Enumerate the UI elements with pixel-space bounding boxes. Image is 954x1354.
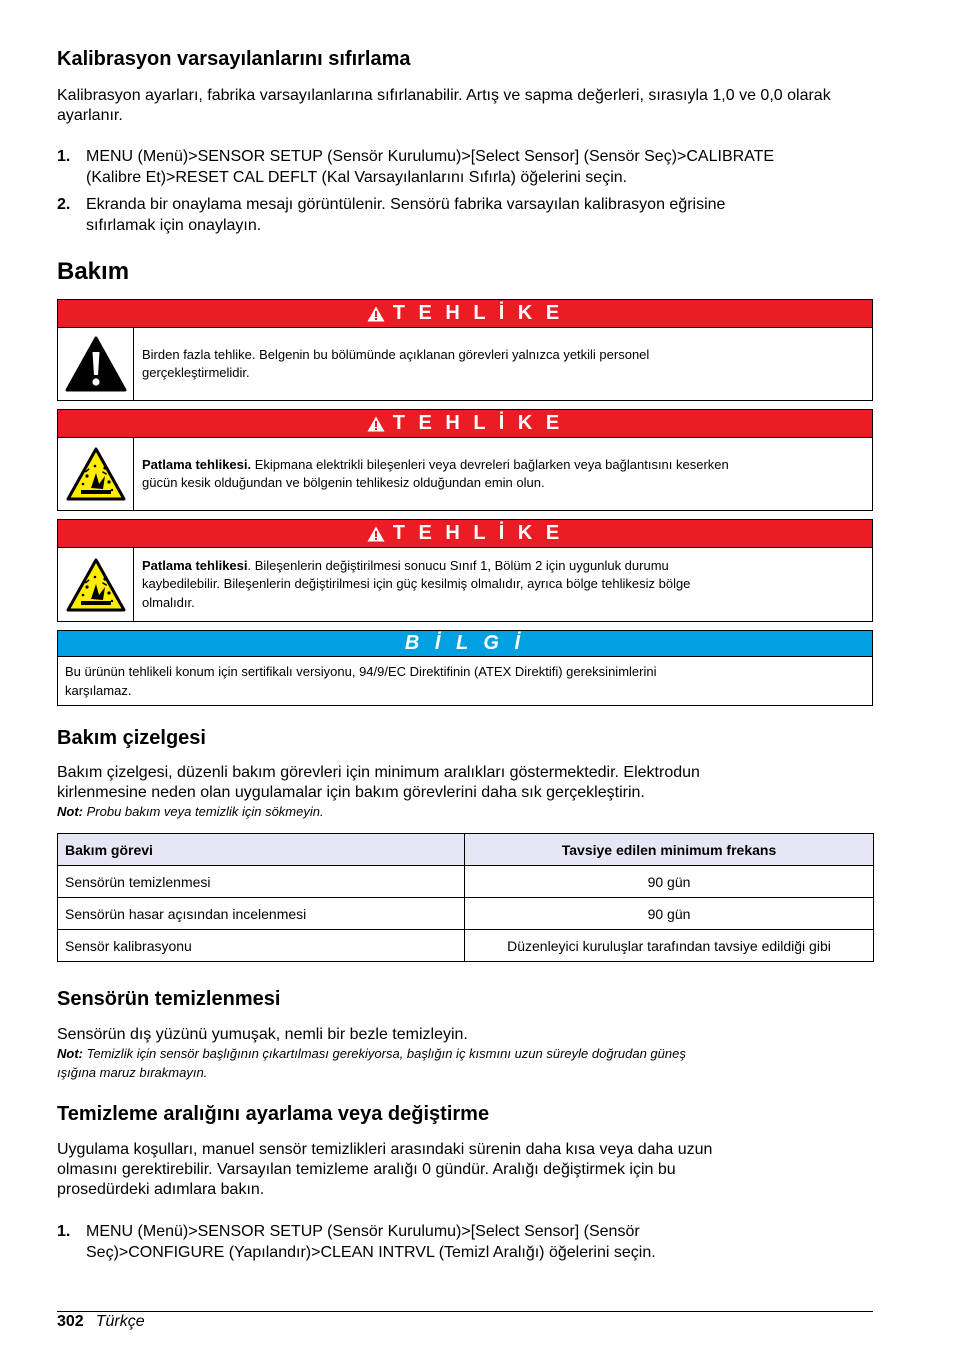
info-text-line: karşılamaz. — [65, 682, 132, 698]
table-header-row — [58, 834, 874, 866]
footer-language: Türkçe — [95, 1313, 145, 1330]
note-label: Not: — [57, 804, 83, 819]
general-warning-icon — [58, 328, 134, 400]
danger-text-bold: Patlama tehlikesi — [142, 557, 248, 573]
warning-triangle-icon — [367, 416, 385, 432]
footer-divider — [57, 1311, 873, 1312]
danger-text-line: Ekipmana elektrikli bileşenleri veya devreleri bağlarken veya bağlantısını keserken — [251, 456, 729, 472]
page-number: 302 — [57, 1313, 84, 1330]
danger-text-line: . Bileşenlerin değiştirilmesi sonucu Sınıf 1, Bölüm 2 için uygunluk durumu — [247, 557, 669, 573]
danger-header — [58, 410, 872, 438]
note-text: Probu bakım veya temizlik için sökmeyin. — [83, 804, 324, 819]
section-title-cleaning-interval: Temizleme aralığını ayarlama veya değiştirme — [57, 1103, 490, 1125]
section-title-sensor-cleaning: Sensörün temizlenmesi — [57, 988, 281, 1010]
table-cell-task: Sensör kalibrasyonu — [58, 930, 465, 962]
table-row — [58, 898, 874, 930]
body-text-line: Uygulama koşulları, manuel sensör temizlikleri arasındaki sürenin daha kısa veya daha uzun — [57, 1141, 713, 1158]
reset-step-1 — [57, 146, 873, 188]
schedule-note — [57, 802, 873, 821]
step-text-line: (Kalibre Et)>RESET CAL DEFLT (Kal Varsayılanlarını Sıfırla) öğelerini seçin. — [86, 169, 628, 186]
explosion-hazard-icon — [58, 438, 134, 510]
step-text-line: Ekranda bir onaylama mesajı görüntülenir. Sensörü fabrika varsayılan kalibrasyon eğrisine — [86, 196, 726, 213]
danger-text-line: olmalıdır. — [142, 594, 195, 610]
table-row — [58, 866, 874, 898]
step-number: 1. — [57, 1223, 71, 1240]
danger-header-label: T E H L İ K E — [392, 412, 564, 434]
page-footer — [57, 1312, 145, 1332]
danger-text-line: gücün kesik olduğundan ve bölgenin tehlikesiz olduğundan emin olun. — [142, 475, 545, 490]
table-cell-frequency: 90 gün — [465, 866, 874, 898]
note-text: ışığına maruz bırakmayın. — [57, 1065, 208, 1080]
danger-header-label: T E H L İ K E — [392, 522, 564, 544]
table-cell-frequency: Düzenleyici kuruluşlar tarafından tavsiye edildiği gibi — [465, 930, 874, 962]
step-text-line: MENU (Menü)>SENSOR SETUP (Sensör Kurulumu)>[Select Sensor] (Sensör Seç)>CALIBRATE — [86, 148, 775, 165]
step-text-line: MENU (Menü)>SENSOR SETUP (Sensör Kurulumu)>[Select Sensor] (Sensör — [86, 1223, 640, 1240]
danger-text-line: Birden fazla tehlike. Belgenin bu bölümünde açıklanan görevleri yalnızca yetkili personel — [142, 346, 650, 362]
danger-header — [58, 520, 872, 548]
danger-text-bold: Patlama tehlikesi. — [142, 456, 252, 472]
explosion-hazard-icon — [58, 548, 134, 621]
info-header: B İ L G İ — [58, 631, 872, 657]
note-label: Not: — [57, 1046, 83, 1061]
table-row — [58, 930, 874, 962]
danger-box-2 — [57, 409, 873, 511]
info-box — [57, 630, 873, 706]
table-cell-task: Sensörün temizlenmesi — [58, 866, 465, 898]
danger-box-1 — [57, 299, 873, 401]
danger-text-line: gerçekleştirmelidir. — [142, 365, 250, 380]
reset-calibration-description: Kalibrasyon ayarları, fabrika varsayılanlarına sıfırlanabilir. Artış ve sapma değerleri, sırasıyla 1,0 ve 0,0 olarak ayarlanır. — [57, 87, 831, 124]
body-text-line: kirlenmesine neden olan uygulamalar için bakım görevlerini daha sık gerçekleştirin. — [57, 784, 645, 801]
warning-triangle-icon — [367, 306, 385, 322]
body-text-line: olmasını gerektirebilir. Varsayılan temizleme aralığı 0 gündür. Aralığı değiştirmek için bu — [57, 1161, 676, 1178]
cleaning-note — [57, 1044, 873, 1082]
table-header-cell: Bakım görevi — [58, 834, 465, 866]
note-text: Temizlik için sensör başlığının çıkartılması gerekiyorsa, başlığın iç kısmını uzun süreyle doğrudan güneş — [83, 1046, 686, 1061]
interval-description — [57, 1140, 873, 1200]
step-text-line: sıfırlamak için onaylayın. — [86, 217, 262, 234]
info-text-line: Bu ürünün tehlikeli konum için sertifikalı versiyonu, 94/9/EC Direktifinin (ATEX Direktifi) gereksinimlerini — [65, 664, 657, 679]
danger-text-line: kaybedilebilir. Bileşenlerin değiştirilmesi için güç kesilmiş olmalıdır, ayrıca bölge tehlikesiz bölge — [142, 576, 691, 592]
section-title-maintenance: Bakım — [57, 258, 130, 285]
table-header-cell: Tavsiye edilen minimum frekans — [465, 834, 874, 866]
reset-step-2 — [57, 194, 873, 236]
schedule-description — [57, 763, 873, 803]
danger-header — [58, 300, 872, 328]
maintenance-schedule-table — [57, 833, 874, 962]
step-number: 2. — [57, 196, 71, 213]
section-title-maintenance-schedule: Bakım çizelgesi — [57, 727, 206, 749]
warning-triangle-icon — [367, 526, 385, 542]
step-number: 1. — [57, 148, 71, 165]
body-text-line: Bakım çizelgesi, düzenli bakım görevleri için minimum aralıkları göstermektedir. Elektrodun — [57, 764, 700, 781]
section-title-reset-calibration: Kalibrasyon varsayılanlarını sıfırlama — [57, 48, 411, 70]
step-text-line: Seç)>CONFIGURE (Yapılandır)>CLEAN INTRVL (Temizl Aralığı) öğelerini seçin. — [86, 1244, 656, 1261]
interval-step-1 — [57, 1221, 873, 1263]
danger-header-label: T E H L İ K E — [392, 302, 564, 324]
cleaning-description: Sensörün dış yüzünü yumuşak, nemli bir bezle temizleyin. — [57, 1026, 468, 1043]
body-text-line: prosedürdeki adımlara bakın. — [57, 1181, 265, 1198]
danger-box-3 — [57, 519, 873, 622]
table-cell-task: Sensörün hasar açısından incelenmesi — [58, 898, 465, 930]
table-cell-frequency: 90 gün — [465, 898, 874, 930]
